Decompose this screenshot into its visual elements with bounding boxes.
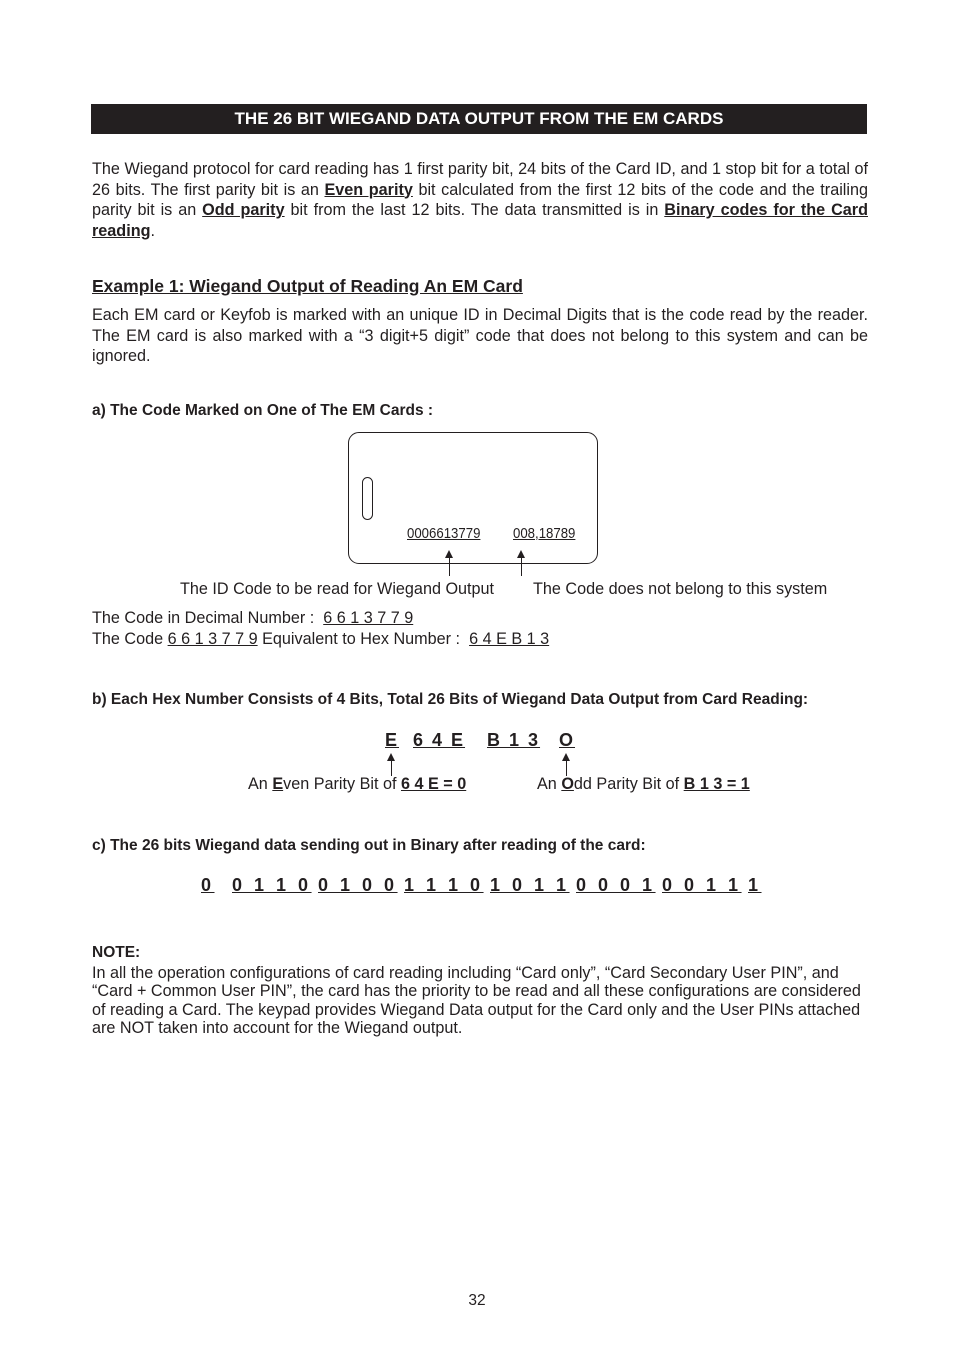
arrow-line [566,760,567,776]
decimal-value: 6 6 1 3 7 7 9 [323,609,414,627]
binary-group: 0 [201,875,215,895]
odd-caption-prefix: An [537,775,562,793]
hex-middle: Equivalent to Hex Number : [262,630,461,648]
odd-caption-letter: O [561,775,574,793]
em-card-illustration [348,432,598,564]
odd-parity-bit: O [559,730,576,750]
intro-text-3: bit from the last 12 bits. The data transmitted is in [284,201,665,219]
binary-group: 0 0 1 1 [662,875,742,895]
hex-line [92,630,549,649]
even-caption-letter: E [272,775,284,793]
card-other-number: 008,18789 [513,525,576,542]
example-heading: Example 1: Wiegand Output of Reading An EM Card [92,276,523,296]
caption-other-code: The Code does not belong to this system [533,580,828,598]
hex-prefix: The Code [92,630,164,648]
arrow-line [521,557,522,576]
even-parity-bit: E [385,730,400,750]
binary-codes-term: Binary codes for the Card reading [92,201,868,240]
intro-paragraph [92,159,868,241]
section-b-label: b) Each Hex Number Consists of 4 Bits, Total 26 Bits of Wiegand Data Output from Card Reading: [92,691,809,708]
odd-parity-term: Odd parity [202,201,285,219]
binary-group: 0 1 1 0 [232,875,312,895]
card-id-number: 0006613779 [407,525,481,542]
section-c-label: c) The 26 bits Wiegand data sending out in Binary after reading of the card: [92,837,646,854]
note-text: In all the operation configurations of card reading including “Card only”, “Card Secondary User PIN”, and “Card + Common User PIN”, the card has the priority to be read and all these configurations are considered of reading a Card. The keypad provides Wiegand Data output for the Card only and the User PINs attached are NOT taken into account for the Wiegand output. [92,964,861,1038]
page-number: 32 [468,1292,486,1309]
note-title: NOTE: [92,944,141,961]
example-paragraph: Each EM card or Keyfob is marked with an unique ID in Decimal Digits that is the code read by the reader. The EM card is also marked with a “3 digit+5 digit” code that does not belong to this system and can be ignored. [92,306,868,365]
even-parity-caption [248,775,466,794]
hex-group-1: 6 4 E [413,730,466,750]
section-a-label: a) The Code Marked on One of The EM Cards : [92,402,434,419]
even-parity-term: Even parity [324,180,413,199]
binary-group: 1 [748,875,762,895]
decimal-prefix: The Code in Decimal Number : [92,609,315,627]
intro-text-4: . [150,221,155,240]
arrow-line [449,557,450,576]
even-caption-text: ven Parity Bit of [283,775,401,793]
hex-code: 6 6 1 3 7 7 9 [167,630,258,648]
intro-text-2: bit calculated from the first 12 bits of the code and the trailing parity bit is an [92,180,868,219]
binary-group: 0 1 0 0 [318,875,398,895]
odd-parity-caption [537,775,750,794]
odd-caption-text: dd Parity Bit of [573,775,684,793]
card-slot-icon [362,477,373,520]
even-caption-value: 6 4 E = 0 [400,775,467,793]
hex-value: 6 4 E B 1 3 [469,630,550,648]
even-caption-prefix: An [248,775,273,793]
binary-group: 1 0 1 1 [490,875,570,895]
binary-group: 1 1 1 0 [404,875,484,895]
caption-id-code: The ID Code to be read for Wiegand Output [180,580,495,598]
decimal-line [92,609,413,628]
section-title-banner: THE 26 BIT WIEGAND DATA OUTPUT FROM THE EM CARDS [91,104,867,134]
intro-text-1: The Wiegand protocol for card reading has 1 first parity bit, 24 bits of the Card ID, and 1 stop bit for a total of 26 bits. The first parity bit is an [92,160,868,199]
hex-group-2: B 1 3 [487,730,541,750]
arrow-line [391,760,392,776]
binary-group: 0 0 0 1 [576,875,656,895]
odd-caption-value: B 1 3 = 1 [683,775,750,793]
